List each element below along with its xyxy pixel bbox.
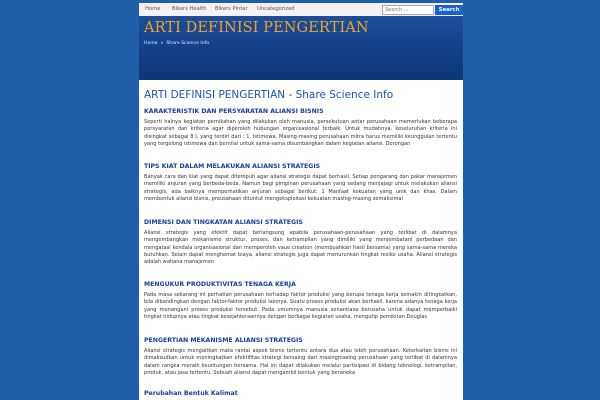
article-excerpt: Aliansi strategis mengaitkan mata rantai aspek bisnis tertentu antara dua atau lebih perusahaan. Keterkaitan bisnis ini dimaksudkan untuk meningkatkan efektifitas strategi bersaing dari masingmasing perusahaan yang terlibat di dalamnya dalam rangka meraih keuntungan bersama. Hal ini dapat dilakukan melalui partisipasi di bidang teknologi, ketrampilan, produk, atau jasa tertentu. Sebuah aliansi dapat mengambil bentuk yang beraneka bbox=[144, 348, 457, 376]
article-title[interactable]: KARAKTERISTIK DAN PERSYARATAN ALIANSI BISNIS bbox=[144, 108, 324, 115]
breadcrumb-home[interactable]: Home bbox=[144, 41, 158, 46]
article-title[interactable]: MENGUKUR PRODUKTIVITAS TENAGA KERJA bbox=[144, 281, 296, 288]
site-header bbox=[139, 16, 463, 80]
breadcrumb-separator: » bbox=[160, 41, 164, 46]
page-title: ARTI DEFINISI PENGERTIAN - Share Science Info bbox=[144, 89, 394, 101]
article-section bbox=[144, 390, 457, 398]
article-section bbox=[144, 163, 457, 203]
breadcrumb-current: Share Science Info bbox=[166, 41, 210, 46]
article-title[interactable]: DIMENSI DAN TINGKATAN ALIANSI STRATEGIS bbox=[144, 219, 303, 226]
nav-item-home[interactable]: Home bbox=[145, 6, 161, 12]
article-section bbox=[144, 337, 457, 377]
article-excerpt: Pada masa sekarang ini perhatian perusahaan terhadap faktor produksi yang berupa tenaga kerja semakin ditingkatkan, bila dibandingkan dengan faktor-faktor produksi lainnya. Suatu proses produksi akan berhasil, karena adanya tenaga kerja yang menangani proses produksi tersebut. Pada umumnya manusia senantiasa berusaha untuk dapat memperbaiki tingkat hidupnya atau tingkat kesejahteraannya dengan berbagai kegiatan usaha, mengutip pemikiran Douglas bbox=[144, 292, 457, 320]
article-section bbox=[144, 108, 457, 148]
top-nav bbox=[139, 3, 463, 17]
page-container bbox=[139, 0, 463, 400]
site-title[interactable]: ARTI DEFINISI PENGERTIAN bbox=[144, 20, 369, 36]
search-button[interactable]: Search bbox=[435, 5, 463, 15]
article-excerpt: Seperti halnya kegiatan pernikahan yang dilakukan oleh manusia, persekutuan antar perusahaan memerlukan beberapa persyaratan dan kriteria agar diperoleh hubungan organisasional terbaik. Untuk mudahnya, keseluruhan kriteria ini disingkat sebagai 8 I, yang terdiri dari : 1. Istimewa. Masing-masing perusahaan mitra harus memiliki keunggulan tertentu yang tergolong istimewa dan bernilai untuk sama-sama disumbangkan dalam kegiatan aliansi. Dorongan bbox=[144, 119, 457, 147]
search-input[interactable] bbox=[382, 5, 434, 15]
main-content bbox=[139, 80, 463, 400]
article-excerpt: Banyak cara dan kiat yang dapat ditempuh agar aliansi strategis dapat berhasil. Setiap pengarang dan pakar manajemen memiliki anjuran yang berbeda-beda. Namun bagi pimpinan perusahaan yang sedang menjajagi untuk melakukan aliansi strategis, ada baiknya memperhatikan anjuran sebagai berikut: 1 Manfaat kekuatan yang unik dan khas. Dalam membentuk aliansi bisnis, preusahaan dituntut mengeksploitasi kekuatan masing-masing semaksimal bbox=[144, 174, 457, 202]
article-excerpt: Aliansi strategis yang efektif dapat berlangsung apabila perusahaan-perusahaan yang terlibat di dalamnya mengembangkan mekanisme struktur, proses, dan ketrampilan yang dimiliki yang menjembatani perbedaan dan mengatasi kendala organisasional dan memperoleh vaue creation (membuahkan hasil bersama) yang sama-sama mereka butuhkan. Selain dapat menghemat biaya, aliansi strategis juga dapat menurunkan tingkat resiko usaha. Aliansi strategis adalah wahana manajemen bbox=[144, 230, 457, 266]
breadcrumb bbox=[144, 41, 212, 46]
nav-item-bikers-pintar[interactable]: Bikers Pintar bbox=[215, 6, 248, 12]
nav-item-bikers-health[interactable]: Bikers Health bbox=[172, 6, 207, 12]
article-title[interactable]: PENGERTIAN MEKANISME ALIANSI STRATEGIS bbox=[144, 337, 303, 344]
article-section bbox=[144, 219, 457, 266]
article-title[interactable]: TIPS KIAT DALAM MELAKUKAN ALIANSI STRATEGIS bbox=[144, 163, 321, 170]
nav-item-uncategorized[interactable]: Uncategorized bbox=[257, 6, 295, 12]
article-section bbox=[144, 281, 457, 321]
article-title[interactable]: Perubahan Bentuk Kalimat bbox=[144, 390, 238, 397]
